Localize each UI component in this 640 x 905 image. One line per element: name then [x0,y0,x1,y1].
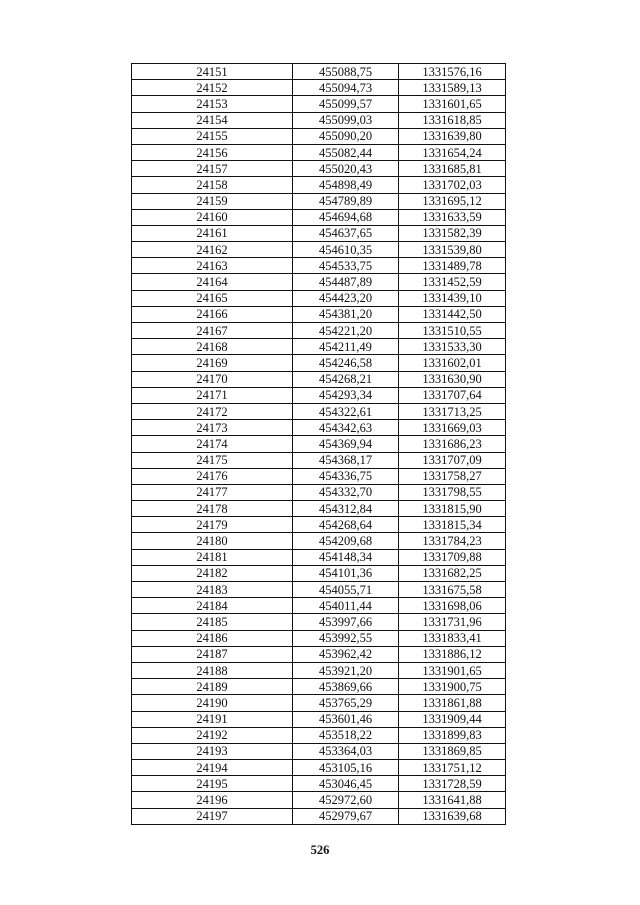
table-row [132,274,506,290]
y-coordinate-cell: 1331886,12 [399,646,506,662]
x-coordinate-cell: 455090,20 [293,128,399,144]
x-coordinate-cell: 454342,63 [293,420,399,436]
y-coordinate-cell: 1331675,58 [399,582,506,598]
point-id-cell: 24168 [132,339,293,355]
table-row [132,112,506,128]
y-coordinate-cell: 1331713,25 [399,403,506,419]
table-row [132,776,506,792]
table-row [132,225,506,241]
table-row [132,711,506,727]
table-row [132,565,506,581]
y-coordinate-cell: 1331633,59 [399,209,506,225]
point-id-cell: 24194 [132,760,293,776]
point-id-cell: 24182 [132,565,293,581]
y-coordinate-cell: 1331685,81 [399,161,506,177]
y-coordinate-cell: 1331833,41 [399,630,506,646]
y-coordinate-cell: 1331630,90 [399,371,506,387]
x-coordinate-cell: 454011,44 [293,598,399,614]
y-coordinate-cell: 1331639,68 [399,808,506,824]
y-coordinate-cell: 1331702,03 [399,177,506,193]
table-row [132,177,506,193]
y-coordinate-cell: 1331798,55 [399,484,506,500]
table-row [132,452,506,468]
table-row [132,501,506,517]
point-id-cell: 24185 [132,614,293,630]
x-coordinate-cell: 454381,20 [293,306,399,322]
table-row [132,144,506,160]
y-coordinate-cell: 1331901,65 [399,662,506,678]
point-id-cell: 24162 [132,242,293,258]
point-id-cell: 24189 [132,679,293,695]
y-coordinate-cell: 1331900,75 [399,679,506,695]
table-row [132,468,506,484]
point-id-cell: 24156 [132,144,293,160]
y-coordinate-cell: 1331602,01 [399,355,506,371]
y-coordinate-cell: 1331533,30 [399,339,506,355]
x-coordinate-cell: 455020,43 [293,161,399,177]
x-coordinate-cell: 454268,64 [293,517,399,533]
x-coordinate-cell: 454209,68 [293,533,399,549]
point-id-cell: 24155 [132,128,293,144]
x-coordinate-cell: 453921,20 [293,662,399,678]
table-row [132,695,506,711]
table-row [132,323,506,339]
x-coordinate-cell: 454293,34 [293,387,399,403]
table-row [132,630,506,646]
table-row [132,743,506,759]
table-row [132,306,506,322]
x-coordinate-cell: 454789,89 [293,193,399,209]
point-id-cell: 24192 [132,727,293,743]
table-row [132,533,506,549]
table-row [132,598,506,614]
x-coordinate-cell: 453105,16 [293,760,399,776]
x-coordinate-cell: 453518,22 [293,727,399,743]
table-row [132,258,506,274]
point-id-cell: 24184 [132,598,293,614]
y-coordinate-cell: 1331510,55 [399,323,506,339]
table-row [132,436,506,452]
y-coordinate-cell: 1331695,12 [399,193,506,209]
y-coordinate-cell: 1331698,06 [399,598,506,614]
x-coordinate-cell: 455099,57 [293,96,399,112]
x-coordinate-cell: 454268,21 [293,371,399,387]
x-coordinate-cell: 455088,75 [293,64,399,80]
x-coordinate-cell: 453962,42 [293,646,399,662]
x-coordinate-cell: 452979,67 [293,808,399,824]
y-coordinate-cell: 1331728,59 [399,776,506,792]
point-id-cell: 24173 [132,420,293,436]
y-coordinate-cell: 1331758,27 [399,468,506,484]
point-id-cell: 24190 [132,695,293,711]
x-coordinate-cell: 453601,46 [293,711,399,727]
point-id-cell: 24165 [132,290,293,306]
y-coordinate-cell: 1331682,25 [399,565,506,581]
y-coordinate-cell: 1331815,34 [399,517,506,533]
point-id-cell: 24170 [132,371,293,387]
point-id-cell: 24151 [132,64,293,80]
point-id-cell: 24178 [132,501,293,517]
x-coordinate-cell: 453997,66 [293,614,399,630]
x-coordinate-cell: 454211,49 [293,339,399,355]
table-row [132,646,506,662]
table-row [132,420,506,436]
y-coordinate-cell: 1331869,85 [399,743,506,759]
y-coordinate-cell: 1331669,03 [399,420,506,436]
table-row [132,290,506,306]
table-row [132,80,506,96]
x-coordinate-cell: 455099,03 [293,112,399,128]
y-coordinate-cell: 1331751,12 [399,760,506,776]
x-coordinate-cell: 454148,34 [293,549,399,565]
table-row [132,355,506,371]
y-coordinate-cell: 1331489,78 [399,258,506,274]
table-row [132,339,506,355]
x-coordinate-cell: 454322,61 [293,403,399,419]
y-coordinate-cell: 1331539,80 [399,242,506,258]
table-row [132,760,506,776]
point-id-cell: 24181 [132,549,293,565]
table-row [132,679,506,695]
point-id-cell: 24195 [132,776,293,792]
point-id-cell: 24179 [132,517,293,533]
table-row [132,403,506,419]
point-id-cell: 24187 [132,646,293,662]
table-row [132,193,506,209]
point-id-cell: 24174 [132,436,293,452]
point-id-cell: 24176 [132,468,293,484]
x-coordinate-cell: 454101,36 [293,565,399,581]
x-coordinate-cell: 453364,03 [293,743,399,759]
table-row [132,484,506,500]
x-coordinate-cell: 454336,75 [293,468,399,484]
point-id-cell: 24169 [132,355,293,371]
y-coordinate-cell: 1331442,50 [399,306,506,322]
x-coordinate-cell: 453869,66 [293,679,399,695]
y-coordinate-cell: 1331909,44 [399,711,506,727]
point-id-cell: 24157 [132,161,293,177]
table-row [132,582,506,598]
point-id-cell: 24197 [132,808,293,824]
x-coordinate-cell: 454694,68 [293,209,399,225]
point-id-cell: 24177 [132,484,293,500]
table-row [132,161,506,177]
y-coordinate-cell: 1331861,88 [399,695,506,711]
point-id-cell: 24171 [132,387,293,403]
point-id-cell: 24167 [132,323,293,339]
point-id-cell: 24191 [132,711,293,727]
table-row [132,387,506,403]
coordinates-table [131,63,506,825]
point-id-cell: 24196 [132,792,293,808]
table-row [132,614,506,630]
x-coordinate-cell: 454312,84 [293,501,399,517]
y-coordinate-cell: 1331589,13 [399,80,506,96]
table-row [132,808,506,824]
x-coordinate-cell: 454221,20 [293,323,399,339]
table-row [132,662,506,678]
y-coordinate-cell: 1331576,16 [399,64,506,80]
x-coordinate-cell: 454368,17 [293,452,399,468]
point-id-cell: 24164 [132,274,293,290]
x-coordinate-cell: 455094,73 [293,80,399,96]
x-coordinate-cell: 452972,60 [293,792,399,808]
y-coordinate-cell: 1331731,96 [399,614,506,630]
y-coordinate-cell: 1331707,64 [399,387,506,403]
x-coordinate-cell: 453992,55 [293,630,399,646]
table-body [132,64,506,825]
x-coordinate-cell: 455082,44 [293,144,399,160]
table-row [132,792,506,808]
point-id-cell: 24166 [132,306,293,322]
table-row [132,209,506,225]
y-coordinate-cell: 1331899,83 [399,727,506,743]
y-coordinate-cell: 1331601,65 [399,96,506,112]
point-id-cell: 24153 [132,96,293,112]
y-coordinate-cell: 1331709,88 [399,549,506,565]
point-id-cell: 24163 [132,258,293,274]
point-id-cell: 24183 [132,582,293,598]
y-coordinate-cell: 1331618,85 [399,112,506,128]
x-coordinate-cell: 454055,71 [293,582,399,598]
x-coordinate-cell: 454246,58 [293,355,399,371]
y-coordinate-cell: 1331641,88 [399,792,506,808]
table-row [132,96,506,112]
x-coordinate-cell: 454898,49 [293,177,399,193]
y-coordinate-cell: 1331582,39 [399,225,506,241]
point-id-cell: 24159 [132,193,293,209]
point-id-cell: 24186 [132,630,293,646]
point-id-cell: 24188 [132,662,293,678]
point-id-cell: 24158 [132,177,293,193]
table-row [132,549,506,565]
x-coordinate-cell: 454423,20 [293,290,399,306]
point-id-cell: 24172 [132,403,293,419]
y-coordinate-cell: 1331707,09 [399,452,506,468]
x-coordinate-cell: 454610,35 [293,242,399,258]
x-coordinate-cell: 454369,94 [293,436,399,452]
point-id-cell: 24152 [132,80,293,96]
point-id-cell: 24175 [132,452,293,468]
x-coordinate-cell: 453765,29 [293,695,399,711]
x-coordinate-cell: 454533,75 [293,258,399,274]
y-coordinate-cell: 1331815,90 [399,501,506,517]
y-coordinate-cell: 1331452,59 [399,274,506,290]
page-number: 526 [310,843,330,857]
table-row [132,64,506,80]
table-row [132,371,506,387]
x-coordinate-cell: 453046,45 [293,776,399,792]
table-row [132,128,506,144]
table-row [132,727,506,743]
x-coordinate-cell: 454332,70 [293,484,399,500]
y-coordinate-cell: 1331686,23 [399,436,506,452]
y-coordinate-cell: 1331654,24 [399,144,506,160]
x-coordinate-cell: 454637,65 [293,225,399,241]
point-id-cell: 24160 [132,209,293,225]
x-coordinate-cell: 454487,89 [293,274,399,290]
y-coordinate-cell: 1331784,23 [399,533,506,549]
table-row [132,242,506,258]
point-id-cell: 24193 [132,743,293,759]
y-coordinate-cell: 1331439,10 [399,290,506,306]
y-coordinate-cell: 1331639,80 [399,128,506,144]
point-id-cell: 24180 [132,533,293,549]
table-row [132,517,506,533]
point-id-cell: 24154 [132,112,293,128]
point-id-cell: 24161 [132,225,293,241]
